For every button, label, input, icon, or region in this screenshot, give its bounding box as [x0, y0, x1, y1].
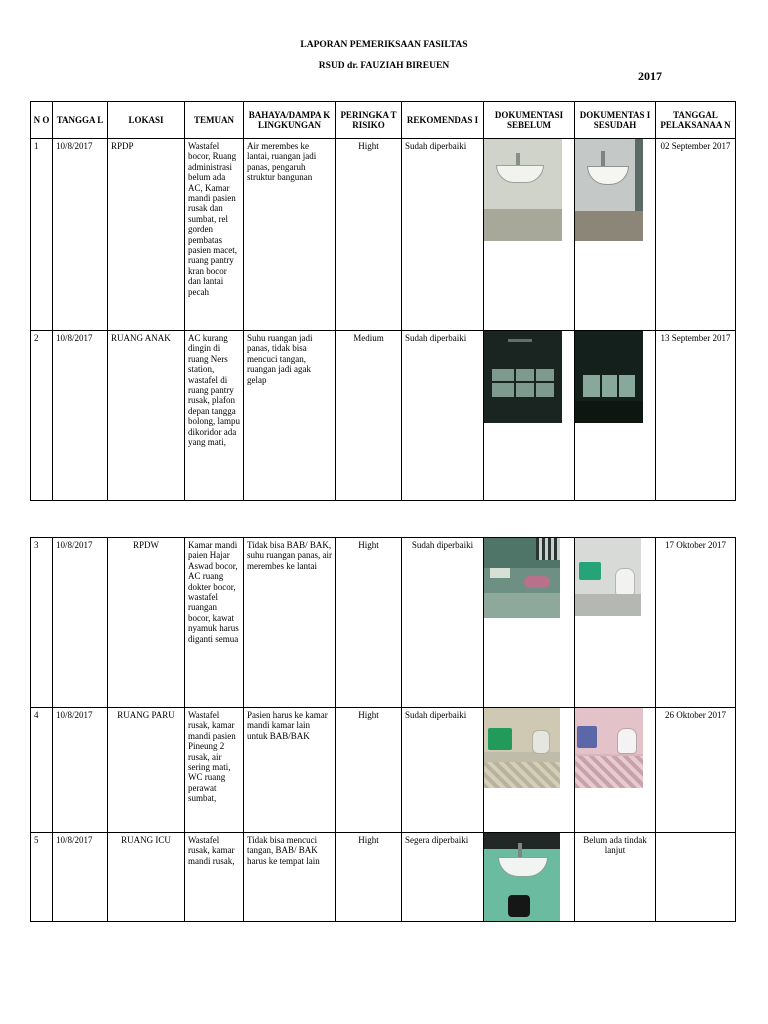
row-temuan: Kamar mandi paien Hajar Aswad bocor, AC ruang dokter bocor, wastafel ruangan bocor, kawat nyamuk harus diganti semua	[185, 538, 244, 708]
row-bahaya: Pasien harus ke kamar mandi kamar lain untuk BAB/BAK	[244, 708, 336, 833]
photo-before-cell	[484, 833, 575, 922]
row-sesudah-note: Belum ada tindak lanjut	[575, 833, 656, 922]
row-rekomendasi: Sudah diperbaiki	[402, 331, 484, 501]
row-tanggal: 10/8/2017	[53, 139, 108, 331]
header-no: N O	[31, 102, 53, 139]
row-pelaksanaan: 17 Oktober 2017	[656, 538, 736, 708]
header-tanggal-pelaksanaan: TANGGAL PELAKSANAA N	[656, 102, 736, 139]
report-title: LAPORAN PEMERIKSAAN FASILTAS	[300, 40, 468, 50]
row-peringkat: Hight	[336, 139, 402, 331]
table-row	[31, 331, 736, 501]
photo-after-sink	[575, 139, 643, 241]
row-rekomendasi: Segera diperbaiki	[402, 833, 484, 922]
row-pelaksanaan: 02 September 2017	[656, 139, 736, 331]
row-temuan: Wastafel rusak, kamar mandi pasien Pineung 2 rusak, air sering mati, WC ruang perawat sumbat,	[185, 708, 244, 833]
row-bahaya: Air merembes ke lantai, ruangan jadi panas, pengaruh struktur bangunan	[244, 139, 336, 331]
photo-after-bathroom	[575, 708, 643, 788]
photo-before-cell	[484, 708, 575, 833]
row-tanggal: 10/8/2017	[53, 708, 108, 833]
row-pelaksanaan	[656, 833, 736, 922]
inspection-table-2	[30, 537, 736, 922]
table-row	[31, 833, 736, 922]
row-temuan: Wastafel bocor, Ruang administrasi belum ada AC, Kamar mandi pasien rusak dan sumbat, rel gorden pembatas pasien macet, ruang pantry kran bocor dan lantai pecah	[185, 139, 244, 331]
report-year: 2017	[638, 69, 662, 83]
report-subtitle: RSUD dr. FAUZIAH BIREUEN	[318, 61, 450, 71]
row-peringkat: Hight	[336, 708, 402, 833]
row-rekomendasi: Sudah diperbaiki	[402, 139, 484, 331]
row-no: 3	[31, 538, 53, 708]
row-rekomendasi: Sudah diperbaiki	[402, 708, 484, 833]
row-peringkat: Hight	[336, 538, 402, 708]
photo-after-bathroom	[575, 538, 641, 616]
photo-after-cell	[575, 538, 656, 708]
row-lokasi: RPDW	[108, 538, 185, 708]
row-lokasi: RUANG ANAK	[108, 331, 185, 501]
row-temuan: AC kurang dingin di ruang Ners station, wastafel di ruang pantry rusak, plafon depan tangga bolong, lampu dikoridor ada yang mati,	[185, 331, 244, 501]
row-no: 4	[31, 708, 53, 833]
table-row	[31, 708, 736, 833]
table-row	[31, 139, 736, 331]
photo-after-cell	[575, 708, 656, 833]
row-tanggal: 10/8/2017	[53, 331, 108, 501]
photo-before-bathroom	[484, 538, 560, 618]
inspection-table-1	[30, 101, 736, 501]
photo-after-cell	[575, 331, 656, 501]
row-tanggal: 10/8/2017	[53, 833, 108, 922]
row-pelaksanaan: 13 September 2017	[656, 331, 736, 501]
header-peringkat: PERINGKA T RISIKO	[336, 102, 402, 139]
row-lokasi: RUANG ICU	[108, 833, 185, 922]
photo-after-cell	[575, 139, 656, 331]
row-pelaksanaan: 26 Oktober 2017	[656, 708, 736, 833]
row-temuan: Wastafel rusak, kamar mandi rusak,	[185, 833, 244, 922]
photo-before-bathroom	[484, 708, 560, 788]
row-bahaya: Tidak bisa BAB/ BAK, suhu ruangan panas, air merembes ke lantai	[244, 538, 336, 708]
row-bahaya: Suhu ruangan jadi panas, tidak bisa mencuci tangan, ruangan jadi agak gelap	[244, 331, 336, 501]
header-lokasi: LOKASI	[108, 102, 185, 139]
row-no: 2	[31, 331, 53, 501]
photo-after-ceiling	[575, 331, 643, 423]
header-rekomendasi: REKOMENDAS I	[402, 102, 484, 139]
photo-before-sink	[484, 139, 562, 241]
header-tanggal: TANGGA L	[53, 102, 108, 139]
photo-before-cell	[484, 139, 575, 331]
photo-before-sink	[484, 833, 560, 921]
photo-before-ceiling	[484, 331, 562, 423]
photo-before-cell	[484, 538, 575, 708]
row-lokasi: RPDP	[108, 139, 185, 331]
table-row	[31, 538, 736, 708]
row-bahaya: Tidak bisa mencuci tangan, BAB/ BAK harus ke tempat lain	[244, 833, 336, 922]
row-peringkat: Hight	[336, 833, 402, 922]
header-dok-sesudah: DOKUMENTAS I SESUDAH	[575, 102, 656, 139]
row-tanggal: 10/8/2017	[53, 538, 108, 708]
header-dok-sebelum: DOKUMENTASI SEBELUM	[484, 102, 575, 139]
row-no: 5	[31, 833, 53, 922]
header-temuan: TEMUAN	[185, 102, 244, 139]
row-peringkat: Medium	[336, 331, 402, 501]
row-lokasi: RUANG PARU	[108, 708, 185, 833]
row-no: 1	[31, 139, 53, 331]
photo-before-cell	[484, 331, 575, 501]
row-rekomendasi: Sudah diperbaiki	[402, 538, 484, 708]
header-bahaya: BAHAYA/DAMPA K LINGKUNGAN	[244, 102, 336, 139]
